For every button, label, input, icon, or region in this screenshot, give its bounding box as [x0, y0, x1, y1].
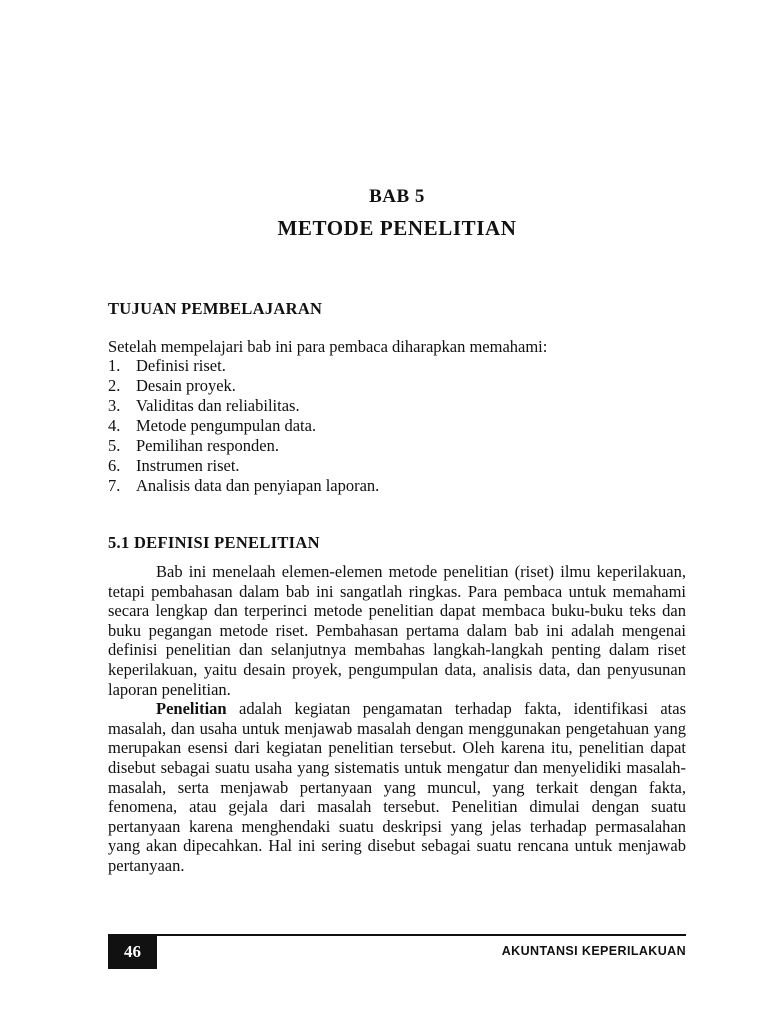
list-item [108, 456, 379, 476]
learning-objectives-intro: Setelah mempelajari bab ini para pembaca diharapkan memahami: [108, 337, 548, 356]
learning-objectives-list [108, 356, 379, 496]
list-item-text: Instrumen riset. [136, 456, 240, 475]
list-item [108, 356, 379, 376]
learning-objectives-heading: TUJUAN PEMBELAJARAN [108, 299, 323, 318]
list-item-number: 2. [108, 376, 121, 395]
list-item-number: 4. [108, 416, 121, 435]
body-paragraph: Bab ini menelaah elemen-elemen metode penelitian (riset) ilmu keperilakuan, tetapi pembahasan dalam bab ini sangatlah ringkas. Para pembaca untuk memahami secara lengkap dan terperinci metode penelitian dapat membaca buku-buku teks dan buku pegangan metode riset. Pembahasan pertama dalam bab ini adalah mengenai definisi penelitian dan selanjutnya membahas langkah-langkah penting dalam riset keperilakuan, yaitu desain proyek, pengumpulan data, analisis data, dan penyusunan laporan penelitian. [108, 562, 686, 699]
list-item-number: 7. [108, 476, 121, 495]
list-item-text: Analisis data dan penyiapan laporan. [136, 476, 380, 495]
paragraph-text: adalah kegiatan pengamatan terhadap fakta, identifikasi atas masalah, dan usaha untuk menjawab masalah dengan menggunakan pengetahuan yang merupakan esensi dari kegiatan penelitian tersebut. Oleh karena itu, penelitian dapat disebut sebagai suatu usaha yang sistematis untuk mengatur dan menyelidiki masalah-masalah, serta menjawab pertanyaan yang muncul, yang terkait dengan fakta, fenomena, atau gejala dari masalah tersebut. Penelitian dimulai dengan suatu pertanyaan karena menghendaki suatu deskripsi yang jelas terhadap permasalahan yang akan dipecahkan. Hal ini sering disebut sebagai suatu rencana untuk menjawab pertanyaan. [108, 699, 686, 875]
page-number: 46 [108, 935, 157, 969]
list-item-text: Metode pengumpulan data. [136, 416, 317, 435]
list-item [108, 376, 379, 396]
list-item-number: 5. [108, 436, 121, 455]
list-item-text: Pemilihan responden. [136, 436, 279, 455]
defined-term: Penelitian [156, 699, 227, 719]
list-item [108, 436, 379, 456]
section-body [108, 562, 686, 876]
section-heading: 5.1 DEFINISI PENELITIAN [108, 533, 320, 552]
chapter-label: BAB 5 [369, 186, 425, 207]
list-item-number: 6. [108, 456, 121, 475]
list-item-number: 1. [108, 356, 121, 375]
list-item [108, 476, 379, 496]
chapter-title: METODE PENELITIAN [277, 216, 517, 240]
list-item-text: Definisi riset. [136, 356, 226, 375]
footer-divider [108, 934, 686, 936]
list-item-text: Validitas dan reliabilitas. [136, 396, 300, 415]
list-item [108, 396, 379, 416]
body-paragraph [108, 699, 686, 875]
list-item [108, 416, 379, 436]
list-item-number: 3. [108, 396, 121, 415]
running-title: AKUNTANSI KEPERILAKUAN [501, 944, 686, 958]
list-item-text: Desain proyek. [136, 376, 236, 395]
